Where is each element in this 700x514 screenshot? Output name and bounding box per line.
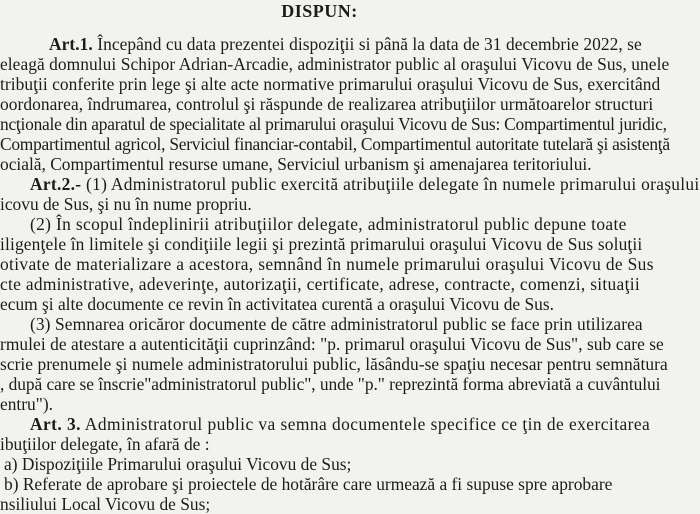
line-text: b) Referate de aprobare şi proiectele de hotărâre care urmează a fi supuse spre aprobare [4, 474, 613, 494]
text-line [30, 414, 650, 434]
document-heading: DISPUN: [281, 1, 358, 21]
text-line [49, 34, 642, 54]
text-line [0, 54, 669, 74]
line-text: cte administrative, adeverinţe, autorizaţii, certificate, adrese, contracte, comenzi, situaţii [0, 274, 640, 294]
line-text: oordonarea, îndrumarea, controlul şi răspunde de realizarea atribuţiilor următoarelor structuri [0, 94, 654, 114]
line-text: icovu de Sus, şi nu în nume propriu. [0, 194, 252, 214]
line-text: a) Dispoziţiile Primarului oraşului Vicovu de Sus; [4, 454, 352, 474]
line-text: ncţionale din aparatul de specialitate al primarului oraşului Vicovu de Sus: Compartimentul juridic, [0, 114, 667, 134]
line-text: (2) În scopul îndeplinirii atribuţiilor delegate, administratorul public depune toate [30, 214, 627, 234]
text-line [0, 254, 654, 274]
article-label: Art.1. [49, 34, 93, 54]
line-text: (3) Semnarea oricăror documente de către administratorul public se face prin utilizarea [30, 314, 643, 334]
text-line [0, 394, 53, 414]
text-line [0, 234, 642, 254]
list-item [4, 454, 351, 474]
line-text: nsiliului Local Vicovu de Sus; [0, 494, 211, 514]
line-text: otivate de materializare a acestora, semnând în numele primarului oraşului Vicovu de Sus [0, 254, 654, 274]
text-line [30, 314, 643, 334]
line-text: ibuţiilor delegate, în afară de : [0, 434, 210, 454]
line-text: ocială, Compartimentul resurse umane, Serviciul urbanism şi amenajarea teritoriului. [0, 154, 592, 174]
text-line [0, 274, 640, 294]
text-line [0, 134, 670, 154]
text-line [0, 194, 252, 214]
line-text: (1) Administratorul public exercită atribuţiile delegate în numele primarului oraşului [81, 174, 700, 194]
line-text: eleagă domnului Schipor Adrian-Arcadie, administrator public al oraşului Vicovu de Sus, unele [0, 54, 670, 74]
line-text: Începând cu data prezentei dispoziţii si până la data de 31 decembrie 2022, se [92, 34, 642, 54]
text-line [0, 334, 664, 354]
text-line [0, 374, 660, 394]
text-line [30, 174, 700, 194]
line-text: Administratorul public va semna documentele specifice ce ţin de exercitarea [80, 414, 651, 434]
text-line [0, 434, 210, 454]
line-text: , după care se înscrie"administratorul public", unde "p." reprezintă forma abreviată a cuvântului [0, 374, 661, 394]
text-line [0, 294, 554, 314]
line-text: scrie prenumele şi numele administratorului public, lăsându-se spaţiu necesar pentru semnătura [0, 354, 668, 374]
line-text: entru"). [0, 394, 53, 414]
line-text: ecum şi alte documente ce revin în activitatea curentă a oraşului Vicovu de Sus. [0, 294, 554, 314]
list-item [4, 474, 612, 494]
text-line [0, 94, 653, 114]
text-line [0, 354, 668, 374]
article-label: Art.2.- [30, 174, 82, 194]
text-line [0, 154, 592, 174]
text-line [0, 114, 667, 134]
text-line [30, 214, 627, 234]
text-line [0, 74, 660, 94]
line-text: rmulei de atestare a autenticităţii cuprinzând: "p. primarul oraşului Vicovu de Sus", sub care se [0, 334, 664, 354]
text-line [0, 494, 210, 514]
line-text: tribuţii conferite prin lege şi alte acte normative primarului oraşului Vicovu de Sus, exercitând [0, 74, 661, 94]
line-text: iligenţele în limitele şi condiţiile legii şi prezintă primarului oraşului Vicovu de Sus soluţii [0, 234, 643, 254]
line-text: Compartimentul agricol, Serviciul financiar-contabil, Compartimentul autoritate tutelară şi asistenţă [0, 134, 670, 154]
article-label: Art. 3. [30, 414, 81, 434]
